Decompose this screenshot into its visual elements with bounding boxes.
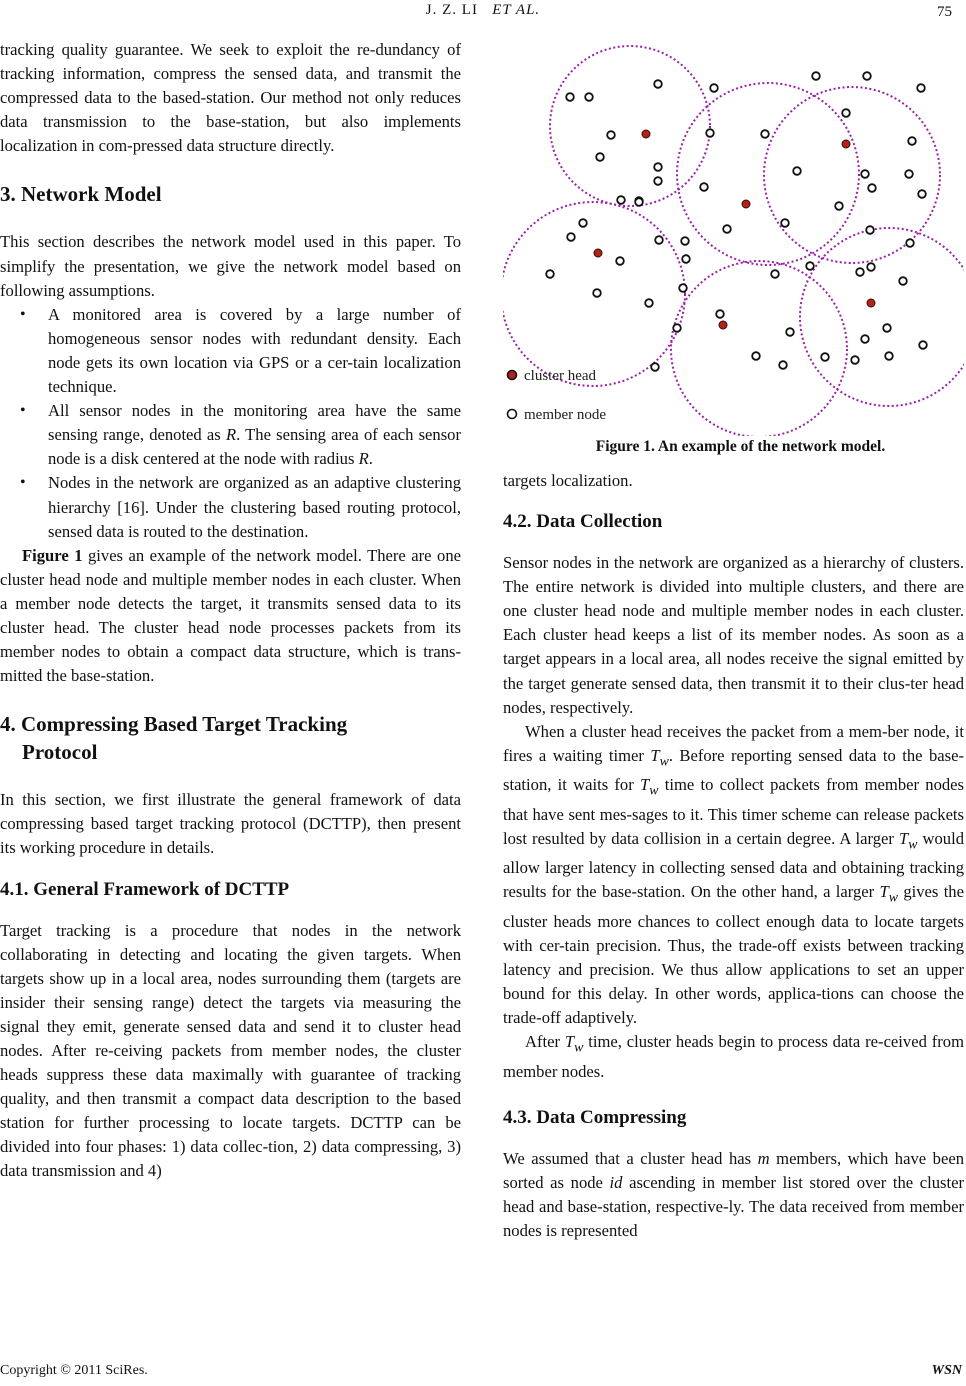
cluster-boundary [671, 261, 847, 436]
section-3-paragraph-2: Figure 1 gives an example of the network model. There are one cluster head node and multiple member nodes in each cluster. When a member node detects the target, it transmits sensed data to its cluster head. The cluster head node processes packets from its member nodes to obtain a compact data structure, which is trans-mitted the base-station. [0, 545, 461, 686]
right-column [503, 38, 964, 1243]
member-node [651, 363, 659, 371]
copyright-text: Copyright © 2011 SciRes. [0, 1363, 148, 1378]
member-node [752, 352, 760, 360]
member-node [716, 310, 724, 318]
member-node [585, 93, 593, 101]
member-node [771, 270, 779, 278]
member-node [723, 225, 731, 233]
member-node [842, 109, 850, 117]
member-node [867, 263, 875, 271]
member-node [635, 198, 643, 206]
legend-head-label: cluster head [524, 368, 597, 384]
figure-reference[interactable]: Figure 1 [22, 545, 83, 565]
legend-member-label: member node [524, 407, 607, 423]
section-4-1-paragraph-1: Target tracking is a procedure that nodes in the network collaborating in detecting and locating the given targets. When targets show up in a local area, nodes surrounding them (targets are insider their sensing range) detect the targets via measuring the signal they emit, generate sensed data and send it to cluster head nodes. After re-ceiving packets from member nodes, the cluster heads suppress these data maximally with guarantee of tracking quality, and then transmit a compact data description to the based station for further processing to locate targets. DCTTP can be divided into four phases: 1) data collec-tion, 2) data compressing, 3) data transmission and 4) [0, 920, 461, 1181]
member-node [617, 196, 625, 204]
cluster-head-node [594, 249, 602, 257]
member-node [918, 190, 926, 198]
assumption-list [0, 303, 461, 544]
cluster-head-node [867, 299, 875, 307]
member-node [779, 361, 787, 369]
section-3-paragraph-1: This section describes the network model used in this paper. To simplify the presentation, we give the network model based on following assumptions. [0, 232, 461, 300]
member-node [654, 163, 662, 171]
member-node [812, 72, 820, 80]
member-node [906, 239, 914, 247]
member-node [645, 299, 653, 307]
member-node [654, 80, 662, 88]
member-node [566, 93, 574, 101]
intro-paragraph: tracking quality guarantee. We seek to exploit the re-dundancy of tracking information, compress the sensed data, and transmit the compressed data to the based-station. Our method not only reduces data transmission to the base-station, but also implements localization in com-pressed data structure directly. [0, 40, 461, 156]
member-node [793, 167, 801, 175]
member-node [861, 335, 869, 343]
journal-abbrev: WSN [931, 1363, 962, 1378]
section-4-2-paragraph-3: After $T_w$ time, cluster heads begin to process data re-ceived from member nodes. [503, 1032, 964, 1081]
member-node [866, 226, 874, 234]
member-node [806, 262, 814, 270]
member-node [761, 130, 769, 138]
member-node [786, 328, 794, 336]
member-node [681, 237, 689, 245]
cluster-head-node [842, 140, 850, 148]
authors-text: J. Z. LI [425, 2, 478, 18]
member-nodes [546, 72, 927, 371]
member-node [679, 284, 687, 292]
member-node [710, 84, 718, 92]
member-node [917, 84, 925, 92]
member-node [851, 356, 859, 364]
member-node [899, 277, 907, 285]
figure-caption: Figure 1. An example of the network model. [595, 438, 886, 455]
cluster-head-node [742, 200, 750, 208]
member-node [579, 219, 587, 227]
continued-text: targets localization. [503, 471, 633, 490]
section-3-title: 3. Network Model [0, 182, 162, 207]
member-node [908, 137, 916, 145]
member-node [607, 131, 615, 139]
member-node [868, 184, 876, 192]
member-node [856, 268, 864, 276]
cluster-head-node [719, 321, 727, 329]
member-node [546, 270, 554, 278]
network-model-figure [503, 38, 964, 436]
authors-etal: ET AL. [492, 2, 541, 18]
section-4-paragraph-1: In this section, we first illustrate the general framework of data compressing based target tracking protocol (DCTTP), then present its working procedure in details. [0, 790, 461, 858]
section-4-3-title: 4.3. Data Compressing [503, 1106, 687, 1128]
member-node [700, 183, 708, 191]
member-node [655, 236, 663, 244]
member-node [905, 170, 913, 178]
running-head-authors [0, 2, 966, 19]
cluster-head-node [642, 130, 650, 138]
section-4-2-paragraph-1: Sensor nodes in the network are organized as a hierarchy of clusters. The entire network is divided into multiple clusters, and there are one cluster head node and multiple member nodes in each cluster. Each cluster head keeps a list of its member nodes. As soon as a target appears in a local area, all nodes receive the signal emitted by the target generate sensed data, then transmit it to their clus-ter head nodes, respectively. [503, 553, 964, 717]
legend-head-marker [508, 371, 517, 380]
member-node [919, 341, 927, 349]
cluster-boundary [550, 46, 710, 206]
member-node [654, 177, 662, 185]
member-node [596, 153, 604, 161]
legend-member-marker [508, 410, 517, 419]
member-node [706, 129, 714, 137]
member-node [682, 255, 690, 263]
member-node [863, 72, 871, 80]
member-node [616, 257, 624, 265]
member-node [821, 353, 829, 361]
member-node [861, 170, 869, 178]
legend [508, 368, 607, 423]
section-4-2-title: 4.2. Data Collection [503, 511, 663, 533]
member-node [885, 352, 893, 360]
cluster-boundary [677, 83, 859, 265]
member-node [673, 324, 681, 332]
member-node [781, 219, 789, 227]
cluster-head-nodes [594, 130, 875, 329]
cluster-boundary [800, 228, 964, 406]
section-4-title: 4. Compressing Based Target Tracking Protocol [0, 712, 348, 765]
member-node [593, 289, 601, 297]
section-4-3-paragraph-1: We assumed that a cluster head has m members, which have been sorted as node id ascending in member list stored over the cluster head and base-station, respective-ly. The data received from member nodes is represented [503, 1148, 964, 1240]
assumption-item: • Nodes in the network are organized as an adaptive clustering hierarchy [16]. Under the clustering based routing protocol, sensed data is routed to the destination. [0, 471, 461, 543]
section-4-1-title: 4.1. General Framework of DCTTP [0, 878, 290, 900]
page-number: 75 [937, 4, 952, 20]
assumption-item: • All sensor nodes in the monitoring area have the same sensing range, denoted as R. The sensing area of each sensor node is a disk centered at the node with radius R. [0, 399, 461, 471]
page-header [0, 0, 966, 24]
member-node [883, 324, 891, 332]
assumption-item: • A monitored area is covered by a large number of homogeneous sensor nodes with redundant density. Each node gets its own location via GPS or a cer-tain localization technique. [0, 303, 461, 399]
cluster-boundary [764, 87, 940, 263]
section-4-2-paragraph-2: When a cluster head receives the packet from a mem-ber node, it fires a waiting timer $T_w$. Before reporting sensed data to the base-station, it waits for $T_w$ time to collect packets from member nodes that have sent mes-sages to it. This timer scheme can release packets lost resulted by data collision in a certain degree. A larger $T_w$ would allow larger latency in collecting sensed data and obtaining tracking results for the base-station. On the other hand, a larger $T_w$ gives the cluster heads more chances to collect enough data to locate targets with cer-tain precision. Thus, the trade-off exists between tracking latency and precision. We thus allow applications to set an upper bound for this delay. In other words, applica-tions can choose the trade-off adaptively. [503, 721, 964, 1028]
network-diagram [503, 38, 964, 436]
member-node [835, 202, 843, 210]
left-column [0, 38, 461, 1184]
member-node [567, 233, 575, 241]
